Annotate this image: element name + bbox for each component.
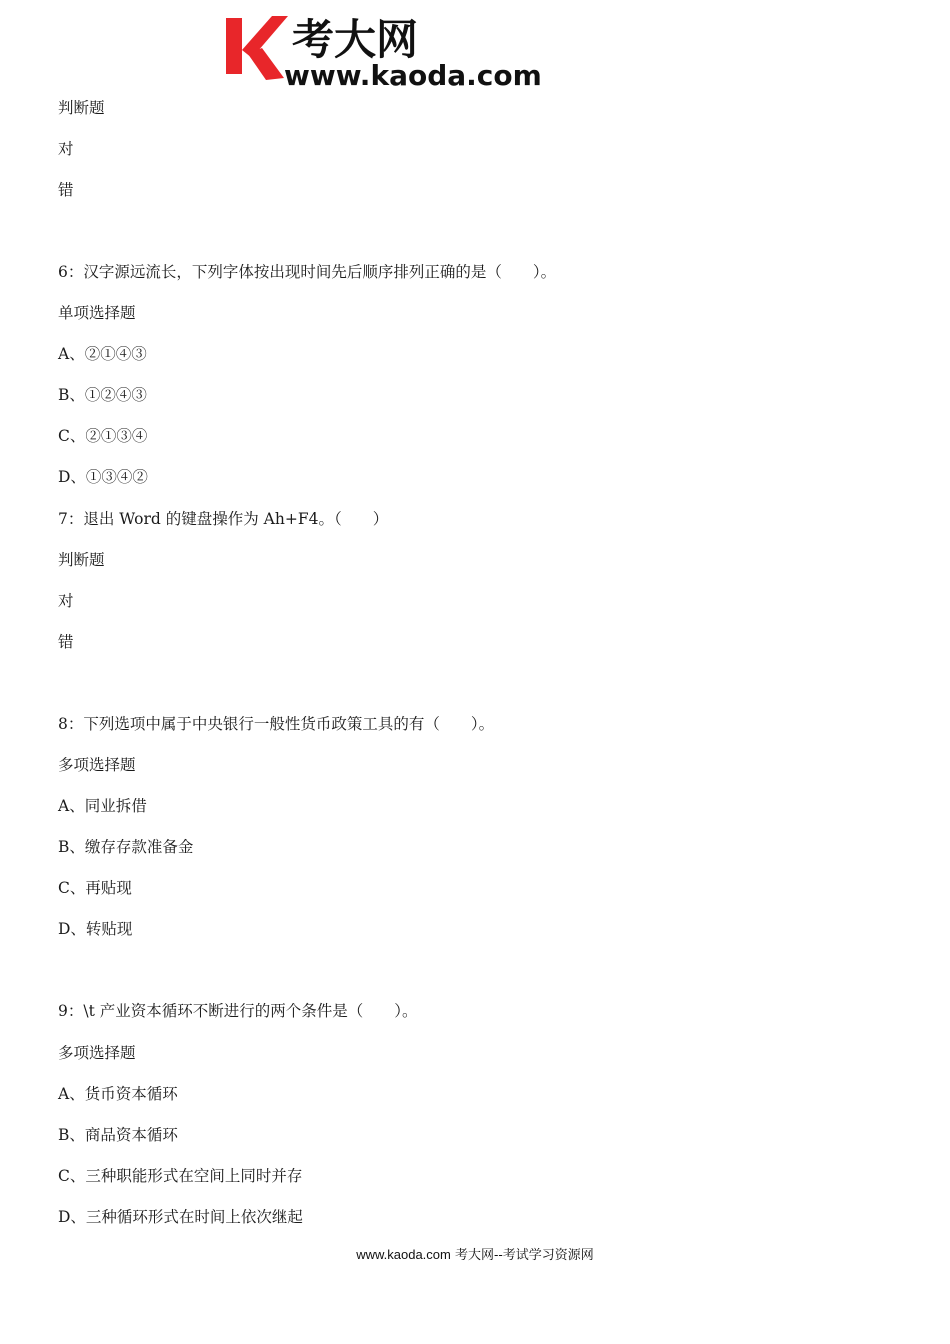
option-false: 错 xyxy=(58,633,74,651)
logo-k-mark xyxy=(226,16,288,80)
option-a: A、同业拆借 xyxy=(58,797,147,815)
question-type-label: 多项选择题 xyxy=(58,756,136,774)
option-c: C、②①③④ xyxy=(58,427,148,445)
question-6-text: 6：汉字源远流长，下列字体按出现时间先后顺序排列正确的是（ ）。 xyxy=(58,263,557,281)
logo-name: 考大网 xyxy=(292,15,419,64)
option-b: B、缴存存款准备金 xyxy=(58,838,194,856)
option-d: D、①③④② xyxy=(58,468,148,486)
option-true: 对 xyxy=(58,140,74,158)
question-type-label: 判断题 xyxy=(58,551,105,569)
logo-url: www.kaoda.com xyxy=(284,59,542,92)
option-a: A、货币资本循环 xyxy=(58,1085,178,1103)
logo-graphic xyxy=(222,8,544,94)
question-type-label: 多项选择题 xyxy=(58,1044,136,1062)
option-true: 对 xyxy=(58,592,74,610)
option-c: C、再贴现 xyxy=(58,879,132,897)
question-9-text: 9：\t 产业资本循环不断进行的两个条件是（ ）。 xyxy=(58,1002,418,1020)
page-footer xyxy=(0,1246,950,1265)
option-b: B、商品资本循环 xyxy=(58,1126,178,1144)
footer-text: 考大网--考试学习资源网 xyxy=(450,1248,594,1263)
option-a: A、②①④③ xyxy=(58,345,147,363)
question-type-label: 判断题 xyxy=(58,99,105,117)
question-7-text: 7：退出 Word 的键盘操作为 Ah+F4。（ ） xyxy=(58,510,389,528)
question-8-text: 8：下列选项中属于中央银行一般性货币政策工具的有（ ）。 xyxy=(58,715,495,733)
option-d: D、三种循环形式在时间上依次继起 xyxy=(58,1208,303,1226)
footer-url[interactable]: www.kaoda.com xyxy=(356,1247,451,1262)
option-b: B、①②④③ xyxy=(58,386,147,404)
question-type-label: 单项选择题 xyxy=(58,304,136,322)
option-d: D、转贴现 xyxy=(58,920,133,938)
option-false: 错 xyxy=(58,181,74,199)
kaoda-logo xyxy=(222,8,544,94)
option-c: C、三种职能形式在空间上同时并存 xyxy=(58,1167,303,1185)
